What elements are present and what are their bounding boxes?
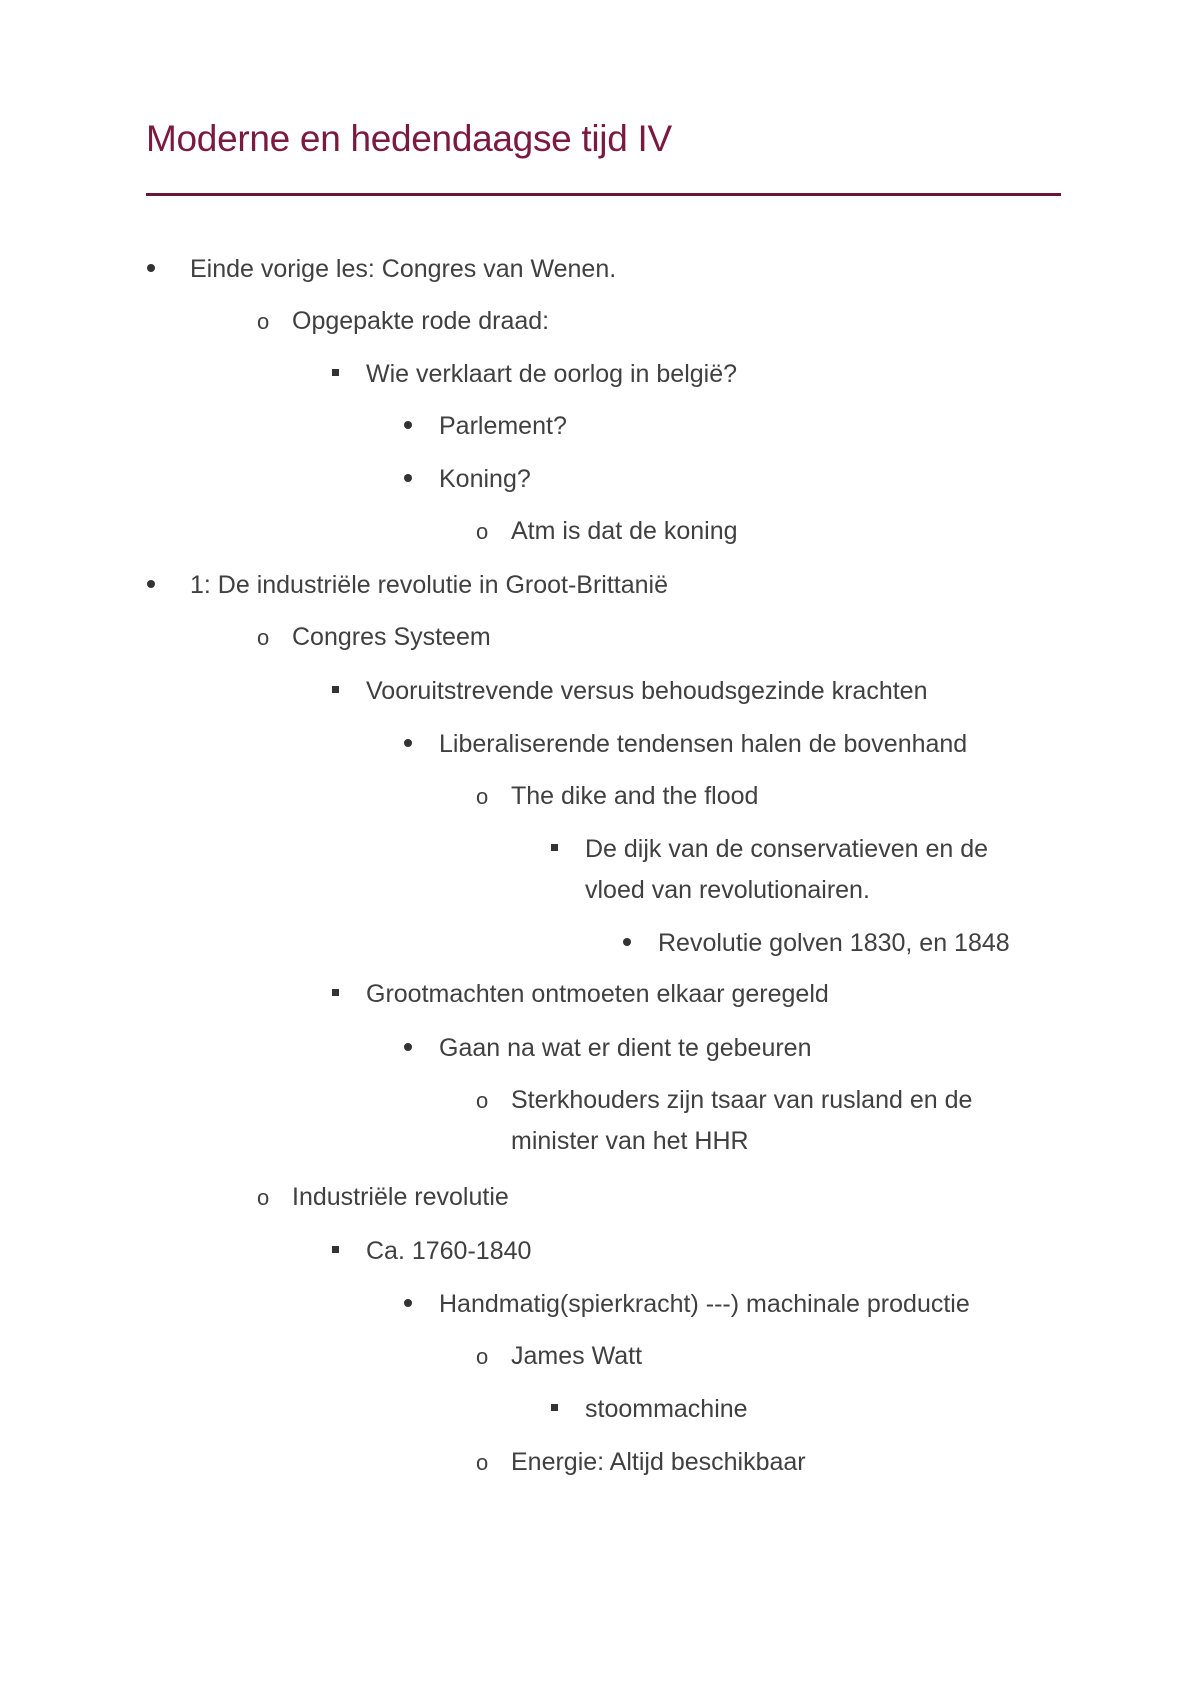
list-item: stoommachine xyxy=(585,1395,748,1423)
circle-bullet-icon: o xyxy=(476,519,489,544)
list-item: The dike and the flood xyxy=(511,782,759,810)
list-item: Atm is dat de koning xyxy=(511,517,738,545)
list-item: Parlement? xyxy=(439,412,567,440)
bullet-icon xyxy=(623,938,631,946)
square-bullet-icon xyxy=(332,989,339,996)
circle-bullet-icon: o xyxy=(257,625,270,650)
bullet-icon xyxy=(147,580,155,588)
list-item: Liberaliserende tendensen halen de bovenhand xyxy=(439,730,968,758)
bullet-icon xyxy=(404,421,412,429)
list-item: Einde vorige les: Congres van Wenen. xyxy=(190,255,617,283)
list-item: Congres Systeem xyxy=(292,623,491,651)
bullet-icon xyxy=(404,474,412,482)
list-item: Ca. 1760-1840 xyxy=(366,1237,532,1265)
square-bullet-icon xyxy=(551,844,558,851)
list-item: Koning? xyxy=(439,465,531,493)
circle-bullet-icon: o xyxy=(476,1450,489,1475)
list-item: Energie: Altijd beschikbaar xyxy=(511,1448,806,1476)
list-item: Revolutie golven 1830, en 1848 xyxy=(658,929,1010,957)
list-item: Handmatig(spierkracht) ---) machinale productie xyxy=(439,1290,970,1318)
circle-bullet-icon: o xyxy=(476,1344,489,1369)
title-underline xyxy=(146,193,1061,196)
list-item: Wie verklaart de oorlog in belgië? xyxy=(366,360,738,388)
square-bullet-icon xyxy=(332,686,339,693)
circle-bullet-icon: o xyxy=(476,784,489,809)
circle-bullet-icon: o xyxy=(257,1185,270,1210)
list-item: Sterkhouders zijn tsaar van rusland en de minister van het HHR xyxy=(511,1086,973,1155)
list-item: Vooruitstrevende versus behoudsgezinde krachten xyxy=(366,677,928,705)
list-item: Gaan na wat er dient te gebeuren xyxy=(439,1034,812,1062)
list-item: 1: De industriële revolutie in Groot-Brittanië xyxy=(190,571,669,599)
list-item: Grootmachten ontmoeten elkaar geregeld xyxy=(366,980,829,1008)
list-item: Industriële revolutie xyxy=(292,1183,509,1211)
circle-bullet-icon: o xyxy=(476,1088,489,1113)
bullet-icon xyxy=(147,264,155,272)
page-title: Moderne en hedendaagse tijd IV xyxy=(146,118,672,159)
list-item: De dijk van de conservatieven en de vloed van revolutionairen. xyxy=(585,835,989,904)
square-bullet-icon xyxy=(332,1246,339,1253)
list-item: James Watt xyxy=(511,1342,643,1370)
square-bullet-icon xyxy=(332,369,339,376)
square-bullet-icon xyxy=(551,1404,558,1411)
bullet-icon xyxy=(404,1043,412,1051)
bullet-icon xyxy=(404,739,412,747)
circle-bullet-icon: o xyxy=(257,309,270,334)
bullet-icon xyxy=(404,1299,412,1307)
list-item: Opgepakte rode draad: xyxy=(292,307,550,335)
